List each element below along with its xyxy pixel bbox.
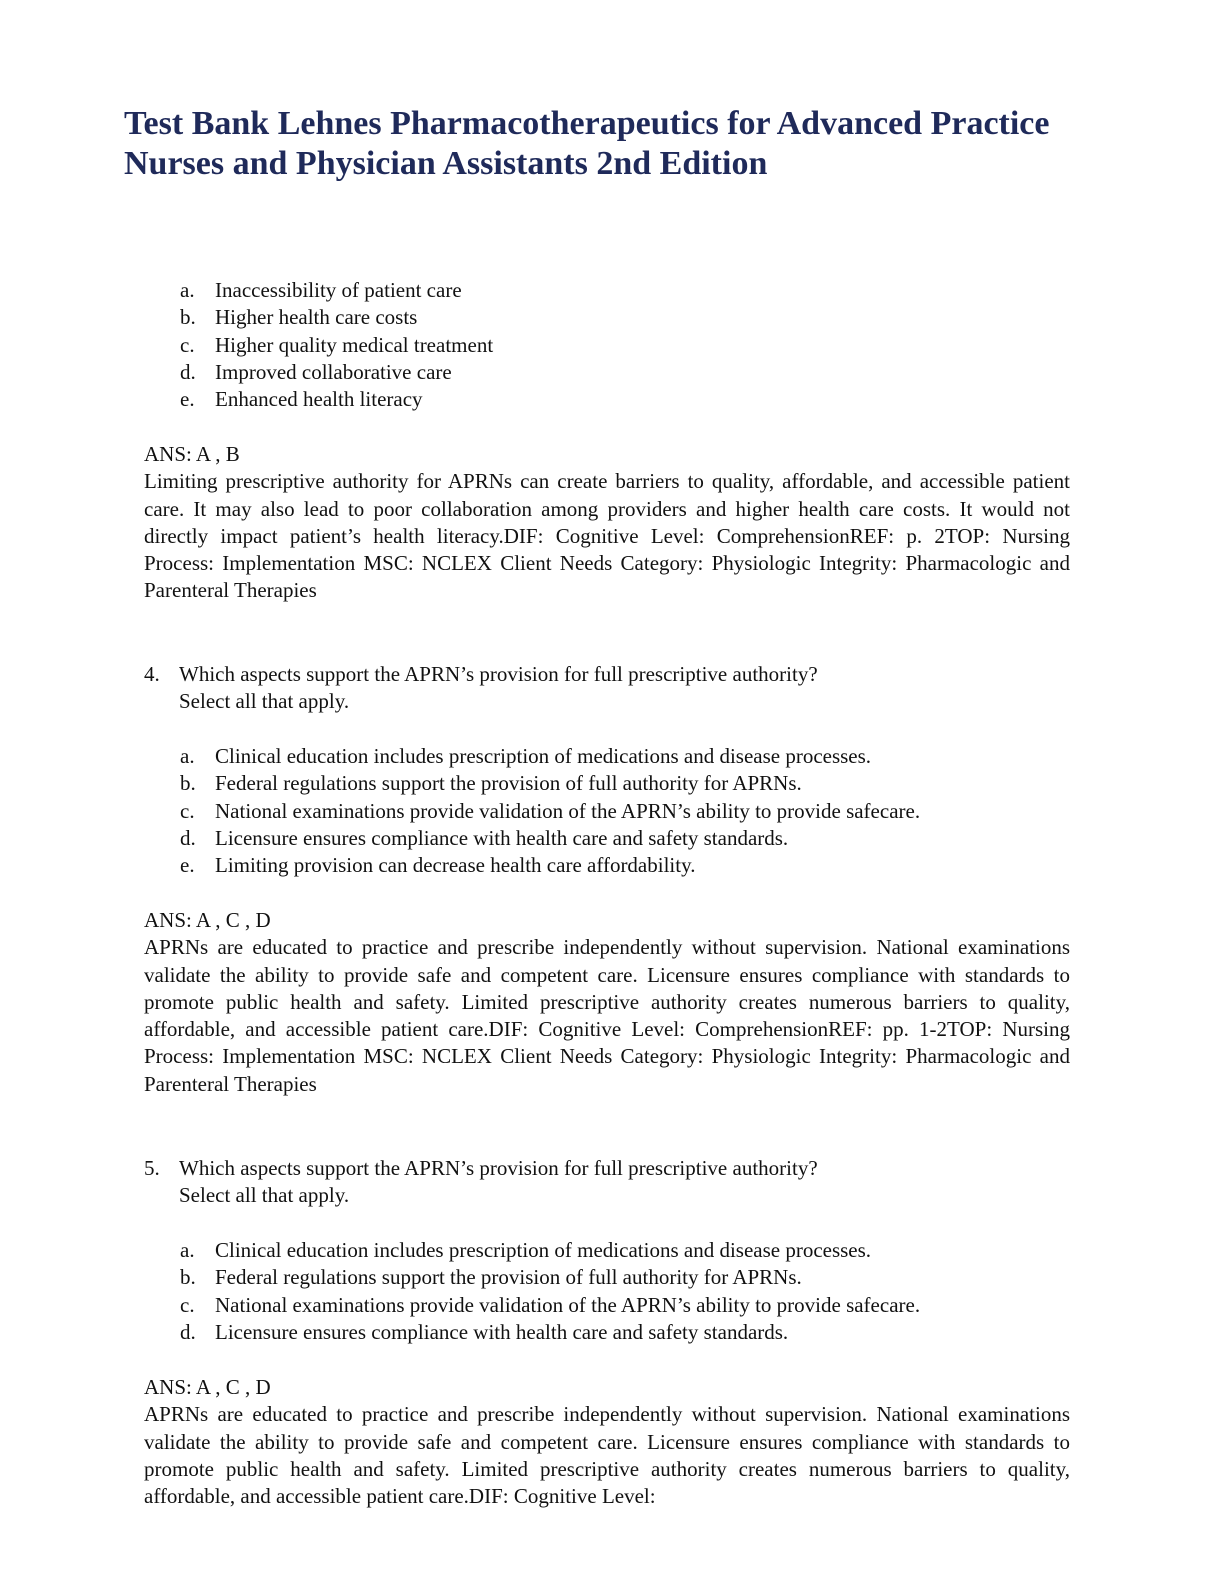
- rationale-text: APRNs are educated to practice and prescribe independently without supervision. National examinations validate the ability to provide safe and competent care. Licensure ensures compliance with standards to promote public health and safety. Limited prescriptive authority creates numerous barriers to quality, affordable, and accessible patient care.DIF: Cognitive Level: ComprehensionREF: pp. 1-2TOP: Nursing Process: Implementation MSC: NCLEX Client Needs Category: Physiologic Integrity: Pharmacologic and Parenteral Therapies: [144, 935, 1070, 1096]
- option-item: [144, 852, 1070, 879]
- option-item: [144, 825, 1070, 852]
- option-text: Clinical education includes prescription of medications and disease processes.: [215, 744, 872, 768]
- option-item: [144, 798, 1070, 825]
- option-item: [144, 743, 1070, 770]
- option-letter: b.: [180, 1265, 196, 1290]
- document-title: Test Bank Lehnes Pharmacotherapeutics for Advanced Practice Nurses and Physician Assistants 2nd Edition: [124, 105, 1050, 182]
- option-letter: d.: [180, 825, 196, 850]
- option-item: [144, 332, 1070, 359]
- option-letter: e.: [180, 387, 195, 412]
- option-text: Licensure ensures compliance with health care and safety standards.: [215, 1319, 789, 1344]
- q3-answer-block: [144, 441, 1070, 605]
- option-letter: d.: [180, 359, 196, 384]
- question-text-line1: Which aspects support the APRN’s provision for full prescriptive authority?: [179, 662, 818, 686]
- question-stem: [144, 661, 1070, 716]
- option-letter: c.: [180, 1292, 195, 1317]
- question-5: [144, 1155, 1070, 1210]
- option-letter: a.: [180, 744, 195, 768]
- option-text: National examinations provide validation of the APRN’s ability to provide safecare.: [215, 1292, 921, 1317]
- option-item: [144, 770, 1070, 797]
- answer-line: ANS: A , C , D: [144, 1375, 271, 1399]
- question-stem: [144, 1155, 1070, 1210]
- option-letter: b.: [180, 305, 196, 330]
- question-number: 4.: [144, 662, 160, 686]
- option-letter: c.: [180, 332, 195, 357]
- option-text: Federal regulations support the provision of full authority for APRNs.: [215, 771, 802, 796]
- option-text: Federal regulations support the provision of full authority for APRNs.: [215, 1265, 802, 1290]
- option-text: Higher health care costs: [215, 305, 418, 330]
- q4-answer-block: [144, 907, 1070, 1098]
- option-letter: a.: [180, 1238, 195, 1262]
- option-item: [144, 1264, 1070, 1291]
- option-text: Inaccessibility of patient care: [215, 278, 462, 302]
- option-item: [144, 1292, 1070, 1319]
- option-text: Licensure ensures compliance with health care and safety standards.: [215, 825, 789, 850]
- option-text: Higher quality medical treatment: [215, 332, 494, 357]
- option-item: [144, 359, 1070, 386]
- option-item: [144, 304, 1070, 331]
- answer-line: ANS: A , C , D: [144, 908, 271, 932]
- option-text: Clinical education includes prescription of medications and disease processes.: [215, 1238, 872, 1262]
- option-letter: b.: [180, 771, 196, 796]
- option-letter: c.: [180, 798, 195, 823]
- question-text-line1: Which aspects support the APRN’s provision for full prescriptive authority?: [179, 1156, 818, 1180]
- option-letter: d.: [180, 1319, 196, 1344]
- q3-options: [144, 277, 1070, 413]
- rationale-text: Limiting prescriptive authority for APRNs can create barriers to quality, affordable, and accessible patient care. It may also lead to poor collaboration among providers and higher health care costs. It would not directly impact patient’s health literacy.DIF: Cognitive Level: ComprehensionREF: p. 2TOP: Nursing Process: Implementation MSC: NCLEX Client Needs Category: Physiologic Integrity: Pharmacologic and Parenteral Therapies: [144, 469, 1070, 603]
- q5-options: [144, 1237, 1070, 1346]
- question-4: [144, 661, 1070, 716]
- option-letter: e.: [180, 853, 195, 878]
- option-text: Improved collaborative care: [215, 359, 452, 384]
- q4-options: [144, 743, 1070, 879]
- question-text-line2: Select all that apply.: [179, 689, 350, 714]
- answer-line: ANS: A , B: [144, 442, 240, 466]
- option-item: [144, 386, 1070, 413]
- option-item: [144, 1319, 1070, 1346]
- option-text: Limiting provision can decrease health care affordability.: [215, 853, 696, 878]
- q5-answer-block: [144, 1374, 1070, 1510]
- option-item: [144, 277, 1070, 304]
- question-number: 5.: [144, 1156, 160, 1180]
- question-text-line2: Select all that apply.: [179, 1183, 350, 1208]
- option-letter: a.: [180, 278, 195, 302]
- option-text: National examinations provide validation of the APRN’s ability to provide safecare.: [215, 798, 921, 823]
- rationale-text: APRNs are educated to practice and prescribe independently without supervision. National examinations validate the ability to provide safe and competent care. Licensure ensures compliance with standards to promote public health and safety. Limited prescriptive authority creates numerous barriers to quality, affordable, and accessible patient care.DIF: Cognitive Level:: [144, 1402, 1070, 1509]
- option-text: Enhanced health literacy: [215, 387, 423, 412]
- option-item: [144, 1237, 1070, 1264]
